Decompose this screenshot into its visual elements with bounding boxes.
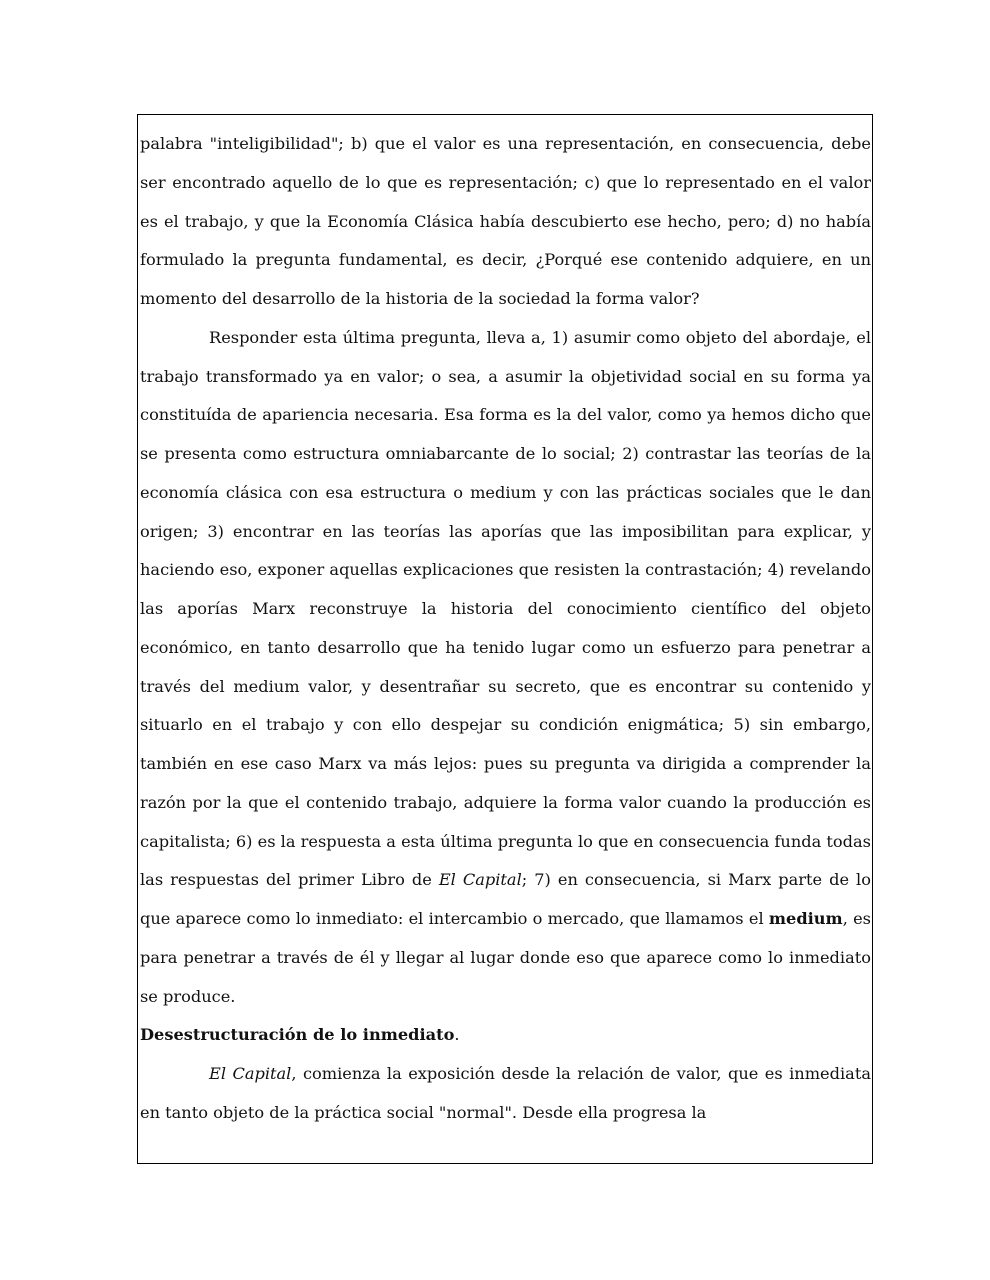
paragraph-2-text-c: , es para penetrar a través de él y llegar al lugar donde eso que aparece como lo inmediato se produce.	[140, 909, 871, 1006]
paragraph-1: palabra "inteligibilidad"; b) que el valor es una representación, en consecuencia, debe ser encontrado aquello de lo que es representación; c) que lo representado en el valor es el trabajo, y que la Economía Clásica había descubierto ese hecho, pero; d) no había formulado la pregunta fundamental, es decir, ¿Porqué ese contenido adquiere, en un momento del desarrollo de la historia de la sociedad la forma valor?	[140, 134, 871, 308]
paragraph-3	[140, 1055, 871, 1133]
medium-term-bold: medium	[768, 909, 843, 928]
paragraph-2-text-a: Responder esta última pregunta, lleva a, 1) asumir como objeto del abordaje, el trabajo transformado ya en valor; o sea, a asumir la objetividad social en su forma ya constituída de apariencia necesaria. Esa forma es la del valor, como ya hemos dicho que se presenta como estructura omniabarcante de lo social; 2) contrastar las teorías de la economía clásica con esa estructura o medium y con las prácticas sociales que le dan origen; 3) encontrar en las teorías las aporías que las imposibilitan para explicar, y haciendo eso, exponer aquellas explicaciones que resisten la contrastación; 4) revelando las aporías Marx reconstruye la historia del conocimiento científico del objeto económico, en tanto desarrollo que ha tenido lugar como un esfuerzo para penetrar a través del medium valor, y desentrañar su secreto, que es encontrar su contenido y situarlo en el trabajo y con ello despejar su condición enigmática; 5) sin embargo, también en ese caso Marx va más lejos: pues su pregunta va dirigida a comprender la razón por la que el contenido trabajo, adquiere la forma valor cuando la producción es capitalista; 6) es la respuesta a esta última pregunta lo que en consecuencia funda todas las respuestas del primer Libro de	[140, 327, 871, 890]
paragraph-2	[140, 319, 871, 1017]
paragraph-3-text: , comienza la exposición desde la relación de valor, que es inmediata en tanto objeto de la práctica social "normal". Desde ella progresa la	[140, 1064, 871, 1122]
section-heading	[140, 1016, 871, 1055]
book-title-italic-2: El Capital	[209, 1064, 292, 1083]
paragraph-2-text-b: ; 7) en consecuencia, si Marx parte de lo que aparece como lo inmediato: el intercambio o mercado, que llamamos el	[140, 870, 871, 928]
book-title-italic: El Capital	[438, 870, 522, 890]
document-body	[140, 125, 871, 1133]
section-heading-period: .	[454, 1025, 460, 1045]
section-heading-text: Desestructuración de lo inmediato	[140, 1025, 455, 1045]
